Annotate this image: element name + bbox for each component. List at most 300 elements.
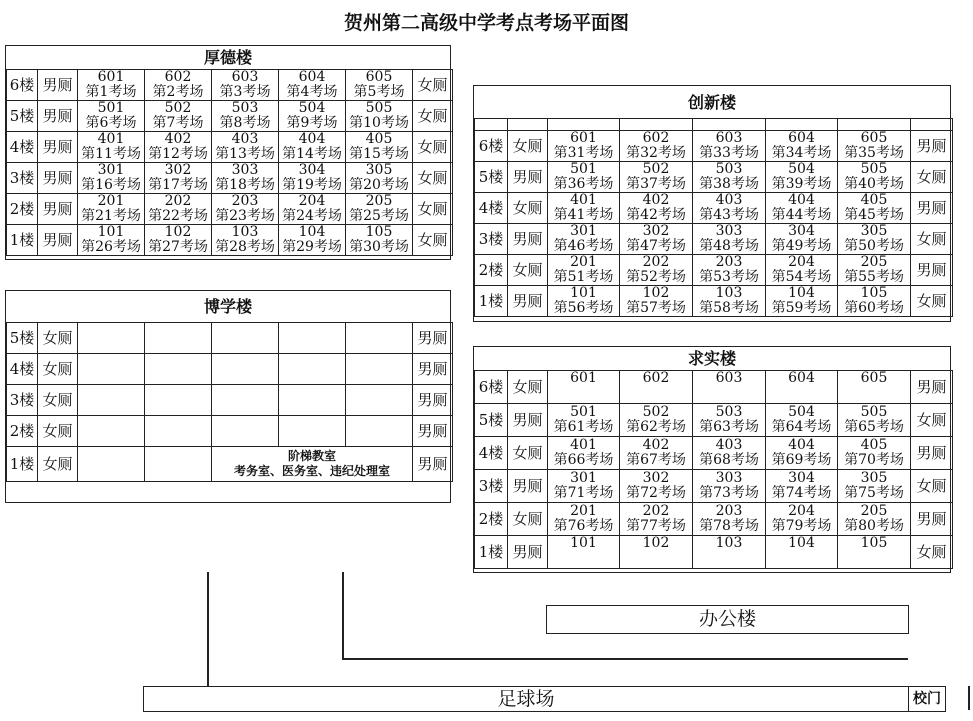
classroom <box>838 224 911 255</box>
exam-room-label: 第15考场 <box>349 146 409 162</box>
qiushi-floor-row <box>475 437 953 470</box>
classroom <box>548 437 620 470</box>
football-field <box>143 686 909 712</box>
chuangxin-spacer-cell <box>693 119 766 131</box>
room-number: 102 <box>642 285 670 301</box>
room-number: 104 <box>298 224 326 240</box>
classroom <box>693 224 766 255</box>
houde-floor-row <box>7 101 453 132</box>
exam-room-label: 第5考场 <box>353 84 405 100</box>
room-number: 203 <box>715 503 743 519</box>
chuangxin-building-name: 创新楼 <box>474 86 950 119</box>
room-number: 203 <box>715 254 743 270</box>
room-number: 502 <box>642 161 670 177</box>
room-number: 602 <box>164 69 192 85</box>
room-number: 104 <box>788 285 815 301</box>
classroom <box>145 194 212 225</box>
room-number: 501 <box>570 404 597 420</box>
exam-room-label: 第38考场 <box>699 176 759 192</box>
exam-room-label: 第26考场 <box>81 239 141 255</box>
classroom <box>693 371 766 404</box>
room-number: 601 <box>570 130 597 146</box>
classroom <box>548 536 620 569</box>
road-horizontal <box>342 658 908 660</box>
exam-room-label: 第11考场 <box>81 146 141 162</box>
restroom-right: 女厕 <box>413 70 453 101</box>
classroom-empty <box>346 354 413 385</box>
floor-label: 2楼 <box>7 416 38 447</box>
boxue-floor-row <box>7 323 453 354</box>
houde-floor-row <box>7 163 453 194</box>
restroom-left: 男厕 <box>38 194 78 225</box>
classroom <box>548 131 620 162</box>
restroom-left: 女厕 <box>508 503 548 536</box>
room-number: 201 <box>97 193 125 209</box>
exam-room-label: 第4考场 <box>286 84 338 100</box>
classroom-empty <box>78 385 145 416</box>
classroom <box>838 255 911 286</box>
classroom <box>346 101 413 132</box>
qiushi-building-name: 求实楼 <box>474 347 950 371</box>
room-number: 302 <box>642 223 670 239</box>
exam-room-label: 第54考场 <box>771 269 832 285</box>
classroom-empty <box>145 323 212 354</box>
room-number: 304 <box>788 470 815 486</box>
room-number: 604 <box>788 130 815 146</box>
restroom-left: 男厕 <box>38 163 78 194</box>
room-number: 101 <box>97 224 125 240</box>
restroom-left: 男厕 <box>38 132 78 163</box>
classroom <box>279 101 346 132</box>
room-number: 402 <box>164 131 192 147</box>
classroom <box>766 255 838 286</box>
restroom-left: 女厕 <box>38 354 78 385</box>
classroom <box>693 286 766 317</box>
exam-room-label: 第30考场 <box>349 239 409 255</box>
qiushi-building <box>473 346 951 573</box>
restroom-right: 女厕 <box>911 470 953 503</box>
exam-room-label: 第1考场 <box>85 84 137 100</box>
room-number: 303 <box>715 470 743 486</box>
classroom <box>279 225 346 256</box>
classroom <box>766 131 838 162</box>
room-number: 205 <box>860 503 888 519</box>
chuangxin-spacer-cell <box>838 119 911 131</box>
restroom-left: 男厕 <box>508 536 548 569</box>
classroom <box>212 194 279 225</box>
restroom-right: 男厕 <box>911 371 953 404</box>
room-number: 105 <box>860 535 888 551</box>
room-number: 502 <box>164 100 192 116</box>
exam-room-label: 第43考场 <box>699 207 759 223</box>
room-number: 304 <box>298 162 326 178</box>
restroom-left: 男厕 <box>508 286 548 317</box>
classroom <box>838 503 911 536</box>
chuangxin-floor-row <box>475 162 953 193</box>
room-number: 105 <box>365 224 393 240</box>
restroom-right: 女厕 <box>413 101 453 132</box>
classroom <box>693 162 766 193</box>
exam-room-label: 第78考场 <box>699 518 759 534</box>
classroom <box>838 162 911 193</box>
exam-room-label: 第41考场 <box>553 207 614 223</box>
room-number: 403 <box>715 192 743 208</box>
restroom-right: 女厕 <box>911 404 953 437</box>
classroom-empty <box>212 354 279 385</box>
restroom-right: 女厕 <box>911 536 953 569</box>
floor-label: 3楼 <box>7 385 38 416</box>
exam-room-label: 第62考场 <box>626 419 686 435</box>
room-number: 101 <box>570 535 597 551</box>
houde-floor-row <box>7 194 453 225</box>
lecture-hall-label: 阶梯教室 <box>287 449 336 463</box>
exam-room-label: 第7考场 <box>152 115 204 131</box>
road-middle-vertical <box>342 572 344 660</box>
boxue-floor-row <box>7 354 453 385</box>
room-number: 202 <box>642 254 670 270</box>
qiushi-floor-row <box>475 371 953 404</box>
room-number: 601 <box>570 370 597 386</box>
room-number: 402 <box>642 192 670 208</box>
exam-room-label: 第25考场 <box>349 208 409 224</box>
classroom-empty <box>78 447 145 482</box>
floor-label: 1楼 <box>7 225 38 256</box>
room-number: 404 <box>788 192 815 208</box>
houde-floor-row <box>7 70 453 101</box>
classroom <box>548 193 620 224</box>
houde-building <box>5 45 451 260</box>
room-number: 105 <box>860 285 888 301</box>
classroom <box>838 470 911 503</box>
chuangxin-building <box>473 85 951 322</box>
qiushi-floor-grid <box>474 370 953 569</box>
restroom-right: 男厕 <box>911 131 953 162</box>
exam-room-label: 第31考场 <box>553 145 614 161</box>
room-number: 603 <box>715 130 743 146</box>
room-number: 604 <box>298 69 326 85</box>
exam-room-label: 第73考场 <box>699 485 759 501</box>
restroom-left: 女厕 <box>508 193 548 224</box>
restroom-right: 女厕 <box>413 132 453 163</box>
floor-label: 2楼 <box>7 194 38 225</box>
floor-label: 3楼 <box>475 224 508 255</box>
room-number: 303 <box>715 223 743 239</box>
floor-label: 3楼 <box>475 470 508 503</box>
exam-room-label: 第47考场 <box>626 238 686 254</box>
room-number: 203 <box>231 193 259 209</box>
restroom-left: 女厕 <box>508 131 548 162</box>
room-number: 401 <box>570 192 597 208</box>
room-number: 103 <box>231 224 259 240</box>
school-gate-label: 校门 <box>913 691 941 707</box>
restroom-right: 男厕 <box>911 437 953 470</box>
classroom-empty <box>145 447 212 482</box>
room-number: 503 <box>231 100 259 116</box>
classroom <box>78 194 145 225</box>
classroom <box>620 470 693 503</box>
boxue-floor-row <box>7 447 453 482</box>
exam-room-label: 第8考场 <box>219 115 271 131</box>
exam-room-label: 第16考场 <box>81 177 141 193</box>
restroom-right: 女厕 <box>911 224 953 255</box>
classroom <box>78 70 145 101</box>
exam-room-label: 第21考场 <box>81 208 141 224</box>
room-number: 301 <box>570 223 597 239</box>
room-number: 103 <box>715 535 743 551</box>
room-number: 603 <box>715 370 743 386</box>
exam-room-label: 第45考场 <box>844 207 904 223</box>
room-number: 204 <box>298 193 326 209</box>
classroom-empty <box>279 354 346 385</box>
classroom <box>548 371 620 404</box>
chuangxin-spacer-cell <box>475 119 508 131</box>
classroom-empty <box>346 385 413 416</box>
exam-room-label: 第48考场 <box>699 238 759 254</box>
room-number: 305 <box>365 162 393 178</box>
classroom <box>766 371 838 404</box>
floor-label: 1楼 <box>475 536 508 569</box>
chuangxin-floor-row <box>475 193 953 224</box>
exam-room-label: 第60考场 <box>844 300 904 316</box>
chuangxin-floor-row <box>475 224 953 255</box>
room-number: 603 <box>231 69 259 85</box>
room-number: 403 <box>715 437 743 453</box>
houde-floor-row <box>7 132 453 163</box>
classroom <box>78 101 145 132</box>
chuangxin-spacer-cell <box>766 119 838 131</box>
room-number: 305 <box>860 223 888 239</box>
school-gate <box>908 686 946 712</box>
exam-room-label: 第76考场 <box>553 518 614 534</box>
room-number: 405 <box>365 131 393 147</box>
room-number: 302 <box>642 470 670 486</box>
classroom <box>620 193 693 224</box>
restroom-right: 男厕 <box>413 385 453 416</box>
room-number: 601 <box>97 69 125 85</box>
exam-room-label: 第36考场 <box>553 176 614 192</box>
exam-room-label: 第50考场 <box>844 238 904 254</box>
classroom-empty <box>78 354 145 385</box>
room-number: 302 <box>164 162 192 178</box>
floor-label: 6楼 <box>7 70 38 101</box>
classroom <box>548 224 620 255</box>
office-building-label: 办公楼 <box>698 608 756 630</box>
classroom-empty <box>78 323 145 354</box>
classroom <box>212 70 279 101</box>
room-number: 504 <box>788 404 815 420</box>
restroom-right: 男厕 <box>911 503 953 536</box>
room-number: 604 <box>788 370 815 386</box>
restroom-right: 女厕 <box>911 162 953 193</box>
classroom <box>212 163 279 194</box>
exam-room-label: 第33考场 <box>699 145 759 161</box>
restroom-right: 女厕 <box>911 286 953 317</box>
classroom <box>346 194 413 225</box>
restroom-right: 男厕 <box>413 354 453 385</box>
restroom-right: 男厕 <box>911 193 953 224</box>
boxue-floor-grid <box>6 322 453 482</box>
restroom-left: 女厕 <box>38 447 78 482</box>
qiushi-floor-row <box>475 536 953 569</box>
room-number: 102 <box>642 535 670 551</box>
chuangxin-floor-grid <box>474 118 953 317</box>
exam-room-label: 第42考场 <box>626 207 686 223</box>
classroom <box>620 371 693 404</box>
football-field-label: 足球场 <box>497 688 555 710</box>
houde-floor-row <box>7 225 453 256</box>
restroom-right: 女厕 <box>413 194 453 225</box>
room-number: 204 <box>788 254 815 270</box>
exam-room-label: 第13考场 <box>215 146 275 162</box>
classroom-empty <box>346 416 413 447</box>
classroom <box>145 163 212 194</box>
qiushi-floor-row <box>475 404 953 437</box>
restroom-left: 女厕 <box>508 255 548 286</box>
classroom <box>838 404 911 437</box>
room-number: 305 <box>860 470 888 486</box>
floor-label: 4楼 <box>475 193 508 224</box>
classroom <box>78 132 145 163</box>
room-number: 401 <box>97 131 125 147</box>
classroom <box>620 131 693 162</box>
exam-room-label: 第51考场 <box>553 269 614 285</box>
classroom <box>212 101 279 132</box>
room-number: 201 <box>570 254 597 270</box>
classroom <box>838 131 911 162</box>
classroom <box>548 470 620 503</box>
room-number: 602 <box>642 370 670 386</box>
classroom <box>145 225 212 256</box>
floor-label: 3楼 <box>7 163 38 194</box>
classroom-empty <box>78 416 145 447</box>
floor-label: 4楼 <box>475 437 508 470</box>
exam-room-label: 第58考场 <box>699 300 759 316</box>
classroom <box>548 255 620 286</box>
page-title: 贺州第二高级中学考点考场平面图 <box>343 12 629 34</box>
classroom <box>548 286 620 317</box>
classroom-empty <box>212 323 279 354</box>
classroom <box>548 162 620 193</box>
restroom-left: 女厕 <box>38 323 78 354</box>
classroom <box>766 193 838 224</box>
chuangxin-spacer-row <box>475 119 953 131</box>
room-number: 403 <box>231 131 259 147</box>
exam-room-label: 第70考场 <box>844 452 904 468</box>
room-number: 505 <box>860 404 888 420</box>
room-number: 103 <box>715 285 743 301</box>
classroom <box>693 193 766 224</box>
lecture-hall <box>212 447 413 482</box>
exam-room-label: 第12考场 <box>148 146 208 162</box>
boxue-building <box>5 290 451 503</box>
room-number: 505 <box>860 161 888 177</box>
floor-label: 1楼 <box>475 286 508 317</box>
restroom-left: 男厕 <box>38 101 78 132</box>
qiushi-floor-row <box>475 503 953 536</box>
exam-room-label: 第69考场 <box>771 452 832 468</box>
room-number: 501 <box>97 100 125 116</box>
classroom <box>838 437 911 470</box>
classroom <box>693 404 766 437</box>
exam-room-label: 第80考场 <box>844 518 904 534</box>
room-number: 501 <box>570 161 597 177</box>
classroom <box>78 163 145 194</box>
classroom <box>548 404 620 437</box>
exam-room-label: 第9考场 <box>286 115 338 131</box>
classroom-empty <box>279 323 346 354</box>
exam-room-label: 第34考场 <box>771 145 832 161</box>
classroom <box>766 224 838 255</box>
classroom-empty <box>279 385 346 416</box>
classroom <box>838 536 911 569</box>
floor-label: 5楼 <box>475 162 508 193</box>
floor-label: 4楼 <box>7 132 38 163</box>
classroom <box>548 503 620 536</box>
road-left-vertical <box>207 572 209 686</box>
classroom-empty <box>212 385 279 416</box>
exam-room-label: 第39考场 <box>771 176 832 192</box>
office-rooms-label: 考务室、医务室、违纪处理室 <box>233 464 390 478</box>
classroom <box>346 70 413 101</box>
houde-building-name: 厚德楼 <box>6 46 450 70</box>
boxue-floor-row <box>7 385 453 416</box>
classroom <box>620 536 693 569</box>
boxue-building-name: 博学楼 <box>6 291 450 323</box>
classroom <box>620 503 693 536</box>
restroom-left: 女厕 <box>508 371 548 404</box>
classroom-empty <box>145 354 212 385</box>
classroom <box>766 503 838 536</box>
room-number: 405 <box>860 437 888 453</box>
chuangxin-spacer-cell <box>911 119 953 131</box>
restroom-right: 男厕 <box>413 323 453 354</box>
classroom-empty <box>346 323 413 354</box>
floor-label: 2楼 <box>475 503 508 536</box>
room-number: 405 <box>860 192 888 208</box>
chuangxin-floor-row <box>475 255 953 286</box>
room-number: 505 <box>365 100 393 116</box>
exam-room-label: 第35考场 <box>844 145 904 161</box>
exam-room-label: 第68考场 <box>699 452 759 468</box>
restroom-left: 男厕 <box>38 70 78 101</box>
exam-room-label: 第77考场 <box>626 518 686 534</box>
restroom-left: 男厕 <box>508 224 548 255</box>
exam-room-label: 第40考场 <box>844 176 904 192</box>
classroom-empty <box>279 416 346 447</box>
restroom-left: 男厕 <box>38 225 78 256</box>
classroom <box>766 536 838 569</box>
chuangxin-spacer-cell <box>508 119 548 131</box>
exam-room-label: 第19考场 <box>282 177 342 193</box>
room-number: 402 <box>642 437 670 453</box>
room-number: 201 <box>570 503 597 519</box>
restroom-left: 女厕 <box>38 416 78 447</box>
exam-room-label: 第63考场 <box>699 419 759 435</box>
room-number: 504 <box>788 161 815 177</box>
classroom <box>693 437 766 470</box>
classroom <box>346 132 413 163</box>
room-number: 301 <box>97 162 125 178</box>
exam-room-label: 第6考场 <box>85 115 137 131</box>
exam-room-label: 第67考场 <box>626 452 686 468</box>
classroom <box>78 225 145 256</box>
exam-room-label: 第23考场 <box>215 208 275 224</box>
chuangxin-floor-row <box>475 286 953 317</box>
room-number: 205 <box>365 193 393 209</box>
exam-room-label: 第61考场 <box>553 419 614 435</box>
chuangxin-floor-row <box>475 131 953 162</box>
classroom <box>766 162 838 193</box>
